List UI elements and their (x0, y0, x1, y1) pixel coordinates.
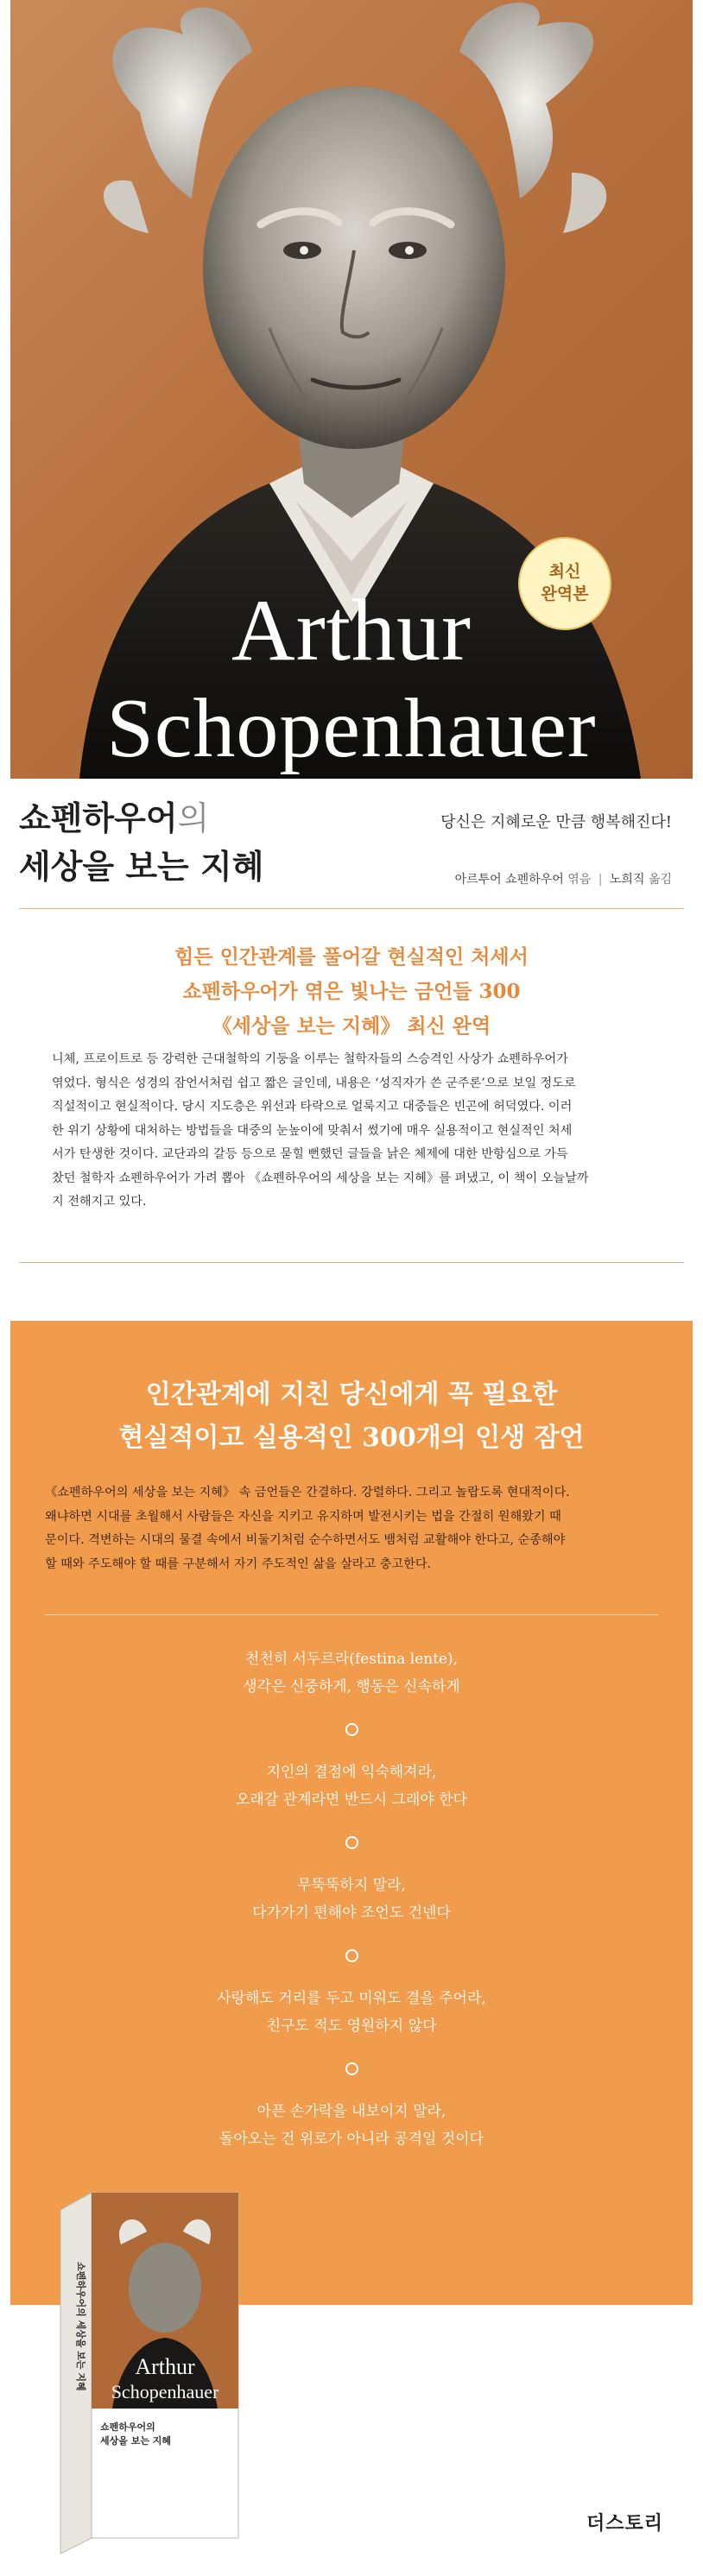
author-line (455, 870, 672, 887)
slogan: 당신은 지혜로운 만큼 행복해진다! (440, 813, 672, 831)
quote-item (10, 1758, 693, 1814)
book-title-particle: 의 (177, 799, 210, 837)
maxims-paragraph (45, 1481, 660, 1576)
quote-line: 친구도 적도 영원하지 않다 (266, 2017, 437, 2035)
quote-list (10, 1645, 693, 2153)
quote-line: 무뚝뚝하지 말라, (297, 1877, 406, 1894)
book-mockup (52, 2184, 242, 2555)
maxims-divider (45, 1614, 658, 1615)
maxims-section (10, 1321, 693, 2305)
badge-line2: 완역본 (541, 584, 589, 603)
quote-line: 생각은 신중하게, 행동은 신속하게 (243, 1678, 460, 1695)
intro-line: 찼던 철학자 쇼펜하우어가 가려 뽑아 《쇼펜하우어의 세상을 보는 지혜》를 펴냈고, 이 책이 오늘날까 (52, 1171, 589, 1185)
quote-line: 돌아오는 건 위로가 아니라 공격일 것이다 (218, 2131, 484, 2148)
quote-item (10, 1985, 693, 2040)
maxims-line: 문이다. 격변하는 시대의 물결 속에서 비둘기처럼 순수하면서도 뱀처럼 교활해야 한다고, 순종해야 (45, 1533, 566, 1547)
author-name: 아르투어 쇼펜하우어 (454, 873, 564, 887)
quote-item (10, 1872, 693, 1927)
intro-paragraph (52, 1048, 651, 1215)
circle-icon (345, 1949, 358, 1962)
book-title-name: 쇼펜하우어 (19, 799, 178, 837)
intro-line: 서가 탄생한 것이다. 교단과의 갈등 등으로 묻힐 뻔했던 글들을 낡은 체제에 대한 반항심으로 가득 (52, 1147, 568, 1161)
cover-title-first: Arthur (135, 2354, 195, 2379)
circle-icon (345, 1836, 358, 1849)
author-role: 엮음 (567, 873, 592, 887)
quote-line: 아픈 손가락을 내보이지 말라, (256, 2103, 446, 2120)
cover-title-last: Schopenhauer (111, 2381, 219, 2402)
maxims-line: 《쇼펜하우어의 세상을 보는 지혜》 속 금언들은 간결하다. 강렬하다. 그리고 놀랍도록 현대적이다. (45, 1486, 570, 1500)
book-title-line2: 세상을 보는 지혜 (19, 848, 264, 886)
intro-line: 한 위기 상황에 대처하는 방법들을 대중의 눈높이에 맞춰서 썼기에 매우 실용적이고 현실적인 처세 (52, 1123, 573, 1138)
quote-line: 다가가기 편해야 조언도 건넨다 (252, 1904, 451, 1922)
highlight-line-1: 힘든 인간관계를 풀어갈 현실적인 처세서 (174, 945, 529, 969)
quote-item (10, 1645, 693, 1701)
quote-line: 사랑해도 거리를 두고 미워도 결을 주어라, (217, 1990, 486, 2007)
quote-line: 지인의 결점에 익숙해져라, (266, 1764, 437, 1781)
maxims-heading-2: 현실적이고 실용적인 300개의 인생 잠언 (118, 1423, 585, 1453)
intro-line: 지 전해지고 있다. (52, 1195, 147, 1209)
highlight-line-3: 《세상을 보는 지혜》 최신 완역 (212, 1014, 491, 1038)
maxims-heading-1: 인간관계에 지친 당신에게 꼭 필요한 (145, 1380, 558, 1410)
book-title (19, 794, 263, 891)
maxims-line: 왜냐하면 시대를 초월해서 사람들은 자신을 지키고 유지하며 발전시키는 법을 간절히 원해왔기 때 (45, 1509, 561, 1524)
quote-item (10, 2098, 693, 2153)
spine-title: 쇼펜하우어의 세상을 보는 지혜 (75, 2262, 86, 2391)
translator-name: 노희직 (609, 873, 645, 887)
badge-line1: 최신 (548, 562, 581, 582)
maxims-line: 할 때와 주도해야 할 때를 구분해서 자기 주도적인 삶을 살라고 충고한다. (45, 1556, 432, 1571)
translator-role: 옮김 (648, 873, 672, 887)
circle-icon (345, 1723, 358, 1736)
section-divider (19, 908, 684, 909)
intro-line: 엮었다. 형식은 성경의 잠언서처럼 쉽고 짧은 글인데, 내용은 ‘성직자가 쓴 군주론’으로 보일 정도로 (52, 1076, 576, 1090)
hero-title-last: Schopenhauer (106, 682, 597, 775)
circle-icon (345, 2062, 358, 2075)
publisher-logo: 더스토리 (586, 2513, 663, 2535)
hero-cover (10, 0, 693, 779)
intro-line: 직설적이고 현실적이다. 당시 지도층은 위선과 타락으로 얼룩지고 대중들은 빈곤에 허덕였다. 이러 (52, 1100, 573, 1114)
intro-line: 니체, 프로이트로 등 강력한 근대철학의 기둥을 이루는 철학자들의 스승격인 사상가 쇼펜하우어가 (52, 1052, 568, 1066)
quote-line: 천천히 서두르라(festina lente), (244, 1651, 459, 1668)
divider: | (598, 873, 603, 887)
cover-korean-title-2: 세상을 보는 지혜 (100, 2435, 172, 2447)
section-divider (19, 1262, 684, 1263)
hero-title-first: Arthur (231, 582, 472, 679)
quote-line: 오래갈 관계라면 반드시 그래야 한다 (236, 1791, 467, 1809)
highlight-line-2: 쇼펜하우어가 엮은 빛나는 금언들 300 (182, 980, 521, 1003)
cover-korean-title-1: 쇼펜하우어의 (100, 2421, 155, 2433)
